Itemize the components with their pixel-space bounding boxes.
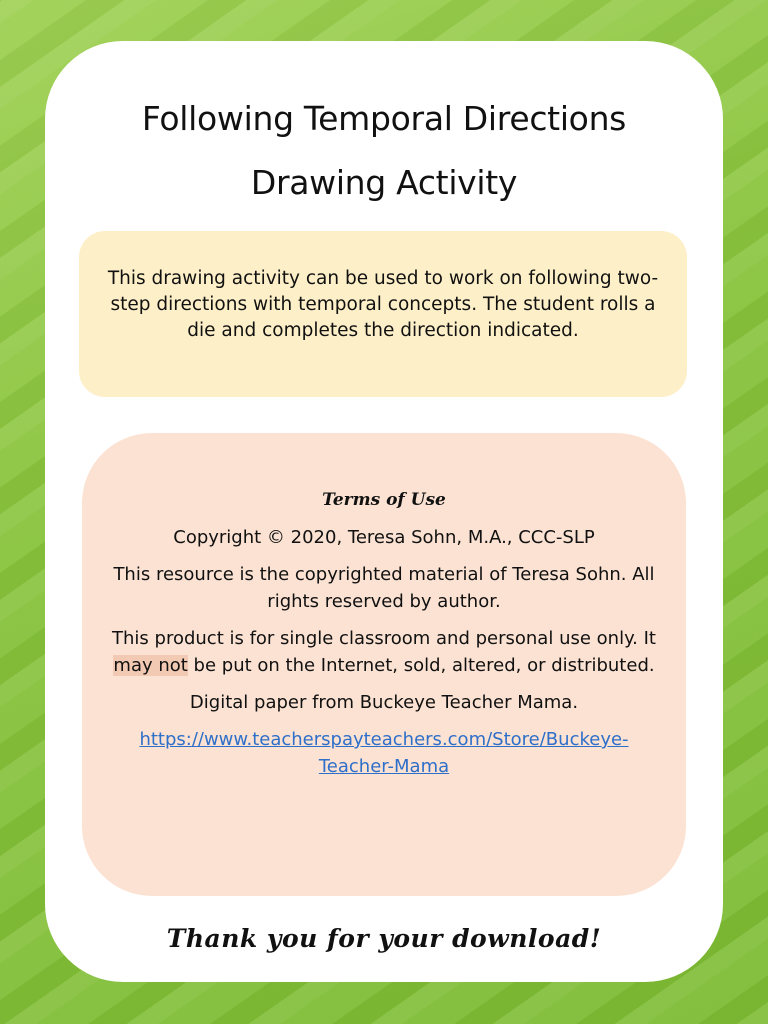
thank-you-message: Thank you for your download! [166,924,602,953]
store-link-line-1[interactable]: https://www.teacherspayteachers.com/Store/Buckeye- [139,729,629,750]
resource-notice: This resource is the copyrighted material of Teresa Sohn. All rights reserved by author. [113,564,655,612]
usage-notice-emphasis: may not [113,655,188,676]
copyright-text: Copyright © 2020, Teresa Sohn, M.A., CCC-SLP [173,527,595,548]
terms-heading: Terms of Use [322,490,446,510]
terms-of-use-box [82,433,686,896]
usage-notice [94,625,674,679]
page-title-line-2: Drawing Activity [250,163,518,202]
usage-notice-end: be put on the Internet, sold, altered, or distributed. [187,655,655,676]
content-card [45,41,723,982]
page-title-line-1: Following Temporal Directions [141,99,627,138]
description-text: This drawing activity can be used to work on following two-step directions with temporal concepts. The student rolls a die and completes the direction indicated. [107,268,659,341]
store-link[interactable] [94,726,674,780]
description-box [79,231,687,397]
store-link-line-2[interactable]: Teacher-Mama [318,756,450,777]
usage-notice-start: This product is for single classroom and personal use only. It [112,628,656,649]
digital-paper-credit: Digital paper from Buckeye Teacher Mama. [189,692,579,713]
